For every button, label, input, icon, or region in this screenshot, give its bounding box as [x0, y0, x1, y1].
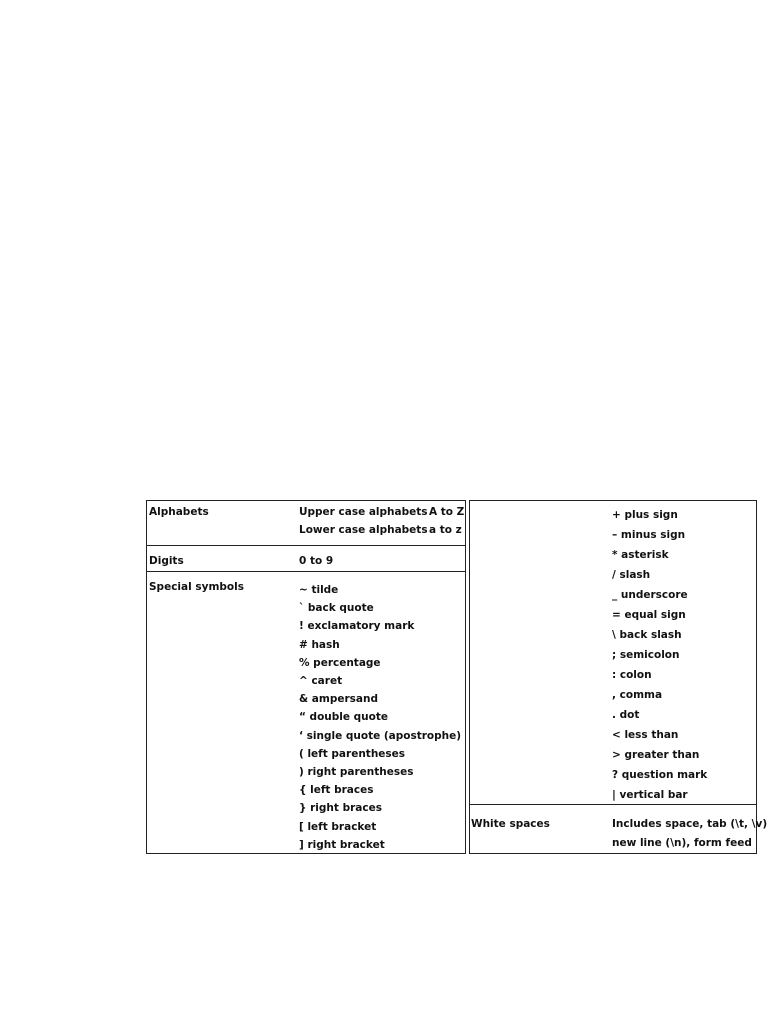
list-item: ) right parentheses	[299, 766, 414, 779]
list-item: ; semicolon	[612, 649, 680, 661]
uppercase-range: A to Z	[429, 506, 465, 518]
white-spaces-label: White spaces	[471, 818, 550, 830]
white-spaces-line2: new line (\n), form feed	[612, 837, 752, 849]
list-item: < less than	[612, 729, 679, 741]
list-item: = equal sign	[612, 609, 686, 621]
list-item: ] right bracket	[299, 838, 385, 851]
list-item: / slash	[612, 569, 651, 581]
lowercase-range: a to z	[429, 524, 462, 536]
list-item: ~ tilde	[299, 584, 339, 596]
list-item: ! exclamatory mark	[299, 620, 415, 633]
alphabets-section	[147, 501, 465, 545]
operator-symbols-list	[612, 505, 707, 805]
alphabets-label: Alphabets	[149, 506, 209, 518]
list-item: } right braces	[299, 802, 382, 815]
character-set-table-right	[469, 500, 768, 854]
list-item: > greater than	[612, 749, 700, 761]
list-item: ? question mark	[612, 769, 708, 781]
list-item: * asterisk	[612, 549, 669, 561]
list-item: # hash	[299, 638, 340, 651]
digits-section	[147, 545, 465, 572]
list-item: ‘ single quote (apostrophe)	[299, 729, 462, 742]
list-item: | vertical bar	[612, 789, 688, 801]
digits-value: 0 to 9	[299, 555, 334, 567]
character-set-table-left	[146, 500, 466, 854]
uppercase-name: Upper case alphabets	[299, 506, 428, 518]
list-item: & ampersand	[299, 693, 378, 706]
special-symbols-label: Special symbols	[149, 581, 244, 593]
lowercase-name: Lower case alphabets	[299, 524, 428, 536]
special-symbols-section	[147, 571, 465, 853]
list-item: _ underscore	[612, 589, 688, 601]
list-item: – minus sign	[612, 529, 686, 541]
white-spaces-line1: Includes space, tab (\t, \v)	[612, 818, 768, 830]
list-item: ` back quote	[299, 602, 374, 615]
digits-label: Digits	[149, 555, 184, 567]
list-item: , comma	[612, 689, 663, 701]
list-item: { left braces	[299, 784, 374, 797]
operator-symbols-section	[470, 501, 756, 804]
list-item: ^ caret	[299, 675, 343, 688]
list-item: ( left parentheses	[299, 747, 406, 760]
list-item: . dot	[612, 709, 640, 721]
list-item: + plus sign	[612, 509, 678, 521]
list-item: \ back slash	[612, 629, 682, 641]
list-item: [ left bracket	[299, 820, 377, 833]
list-item: % percentage	[299, 656, 381, 669]
list-item: : colon	[612, 669, 652, 681]
special-symbols-list	[299, 581, 461, 854]
list-item: “ double quote	[299, 711, 388, 724]
white-spaces-section	[470, 804, 768, 853]
